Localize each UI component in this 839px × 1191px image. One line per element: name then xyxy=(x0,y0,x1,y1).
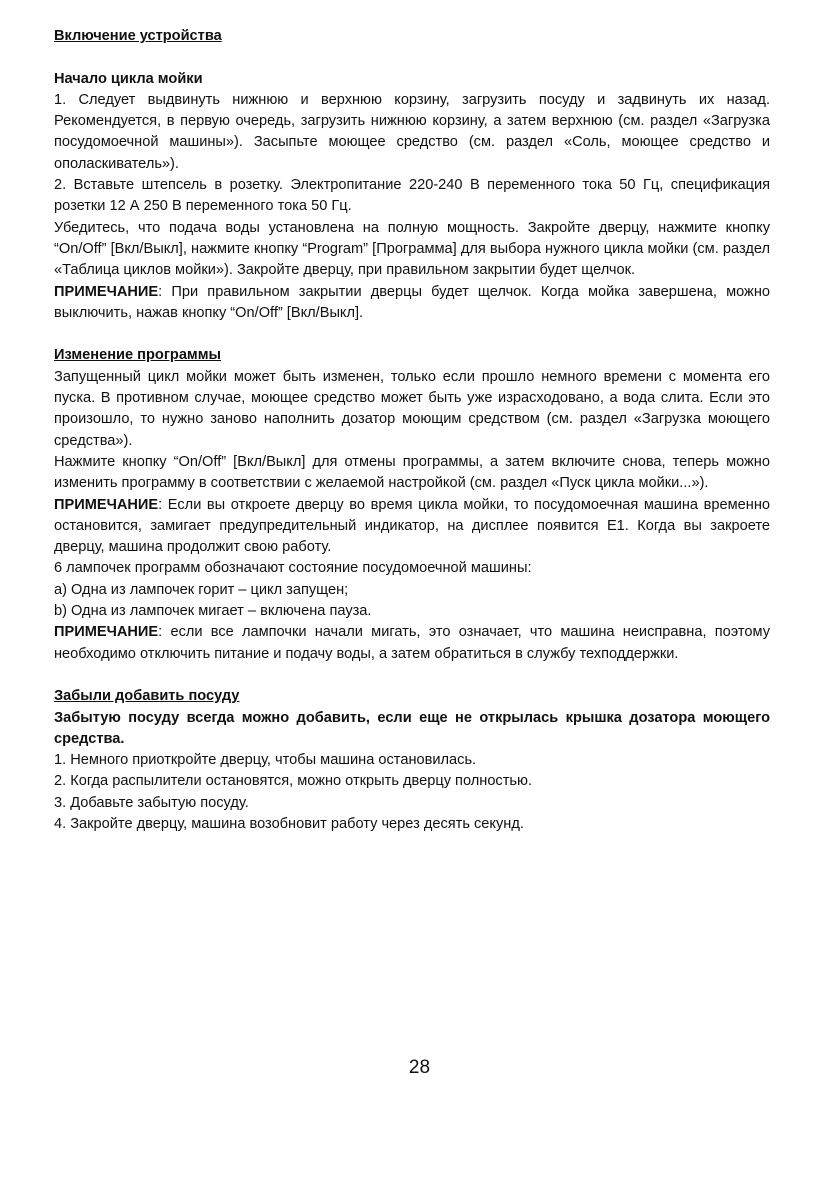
paragraph-power-plug: 2. Вставьте штепсель в розетку. Электропитание 220-240 В переменного тока 50 Гц, спецификация розетки 12 А 250 В переменного тока 50 Гц. xyxy=(54,177,770,215)
paragraph-cancel-program: Нажмите кнопку “On/Off” [Вкл/Выкл] для отмены программы, а затем включите снова, теперь можно изменить программу в соответствии с желаемой настройкой (см. раздел «Пуск цикла мойки...»). xyxy=(54,453,770,492)
note-door-open xyxy=(54,495,770,559)
section-heading-power-on: Включение устройства xyxy=(54,28,222,44)
list-item-step: 1. Немного приоткройте дверцу, чтобы машина остановилась. xyxy=(54,752,477,769)
subheading-wash-start: Начало цикла мойки xyxy=(54,70,203,87)
note-text: : При правильном закрытии дверцы будет щелчок. Когда мойка завершена, можно выключить, нажав кнопку “On/Off” [Вкл/Выкл]. xyxy=(54,283,770,321)
note-label: ПРИМЕЧАНИЕ xyxy=(54,496,159,513)
note-all-lamps-blink xyxy=(54,622,770,665)
list-item-lamp-on: a) Одна из лампочек горит – цикл запущен; xyxy=(54,581,349,598)
section-heading-forgot-dish: Забыли добавить посуду xyxy=(54,688,240,705)
note-door-click xyxy=(54,282,770,325)
page-number: 28 xyxy=(408,1057,431,1078)
note-text: : Если вы откроете дверцу во время цикла мойки, то посудомоечная машина временно остановится, замигает предупредительный индикатор, на дисплее появится E1. Когда вы закроете дверцу, машина продолжит свою работу. xyxy=(54,496,770,556)
paragraph-select-program: Убедитесь, что подача воды установлена на полную мощность. Закройте дверцу, нажмите кнопку “On/Off” [Вкл/Выкл], нажмите кнопку “Program” [Программа] для выбора нужного цикла мойки (см. раздел «Таблица циклов мойки»). Закройте дверцу, при правильном закрытии будет щелчок. xyxy=(54,219,770,279)
list-item-step: 4. Закройте дверцу, машина возобновит работу через десять секунд. xyxy=(54,815,524,832)
list-item-step: 3. Добавьте забытую посуду. xyxy=(54,794,249,811)
list-item-lamp-blink: b) Одна из лампочек мигает – включена пауза. xyxy=(54,603,372,620)
note-label: ПРИМЕЧАНИЕ xyxy=(54,624,159,641)
paragraph-load-baskets: 1. Следует выдвинуть нижнюю и верхнюю корзину, загрузить посуду и задвинуть их назад. Рекомендуется, в первую очередь, загрузить нижнюю корзину, а затем верхнюю (см. раздел «Загрузка посудомоечной машины»). Засыпьте моющее средство (см. раздел «Соль, моющее средство и ополаскиватель»). xyxy=(54,91,770,172)
paragraph-program-lamps: 6 лампочек программ обозначают состояние посудомоечной машины: xyxy=(54,560,532,577)
list-item-step: 2. Когда распылители остановятся, можно открыть дверцу полностью. xyxy=(54,773,533,790)
note-text: : если все лампочки начали мигать, это означает, что машина неисправна, поэтому необходимо отключить питание и подачу воды, а затем обратиться в службу техподдержки. xyxy=(54,624,770,662)
section-heading-change-program: Изменение программы xyxy=(54,347,221,364)
document-page xyxy=(54,26,770,835)
note-label: ПРИМЕЧАНИЕ xyxy=(54,283,159,300)
paragraph-add-dish-lead: Забытую посуду всегда можно добавить, если еще не открылась крышка дозатора моющего средства. xyxy=(54,709,770,747)
paragraph-change-cycle: Запущенный цикл мойки может быть изменен, только если прошло немного времени с момента его пуска. В противном случае, моющее средство может быть уже израсходовано, а вода слита. Если это произошло, то нужно заново наполнить дозатор моющим средством (см. раздел «Загрузка моющего средства»). xyxy=(54,368,770,449)
